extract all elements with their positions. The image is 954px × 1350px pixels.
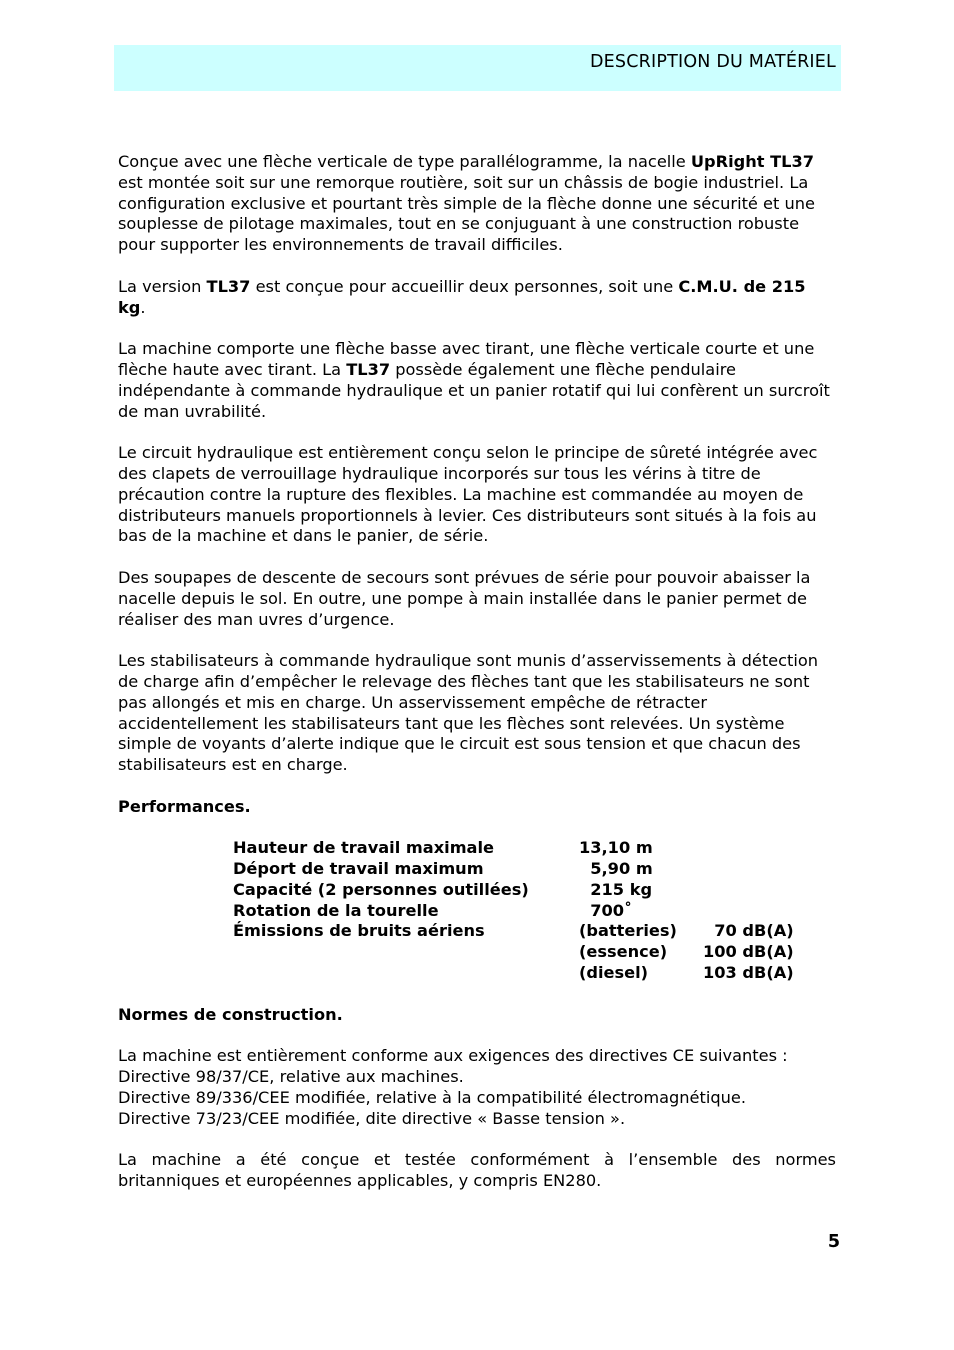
normes-heading: Normes de construction. [118,1004,343,1024]
perf-value: 215 kg [579,879,653,899]
table-row [233,963,794,984]
directive-line: Directive 89/336/CEE modifiée, relative à la compatibilité électromagnétique. [118,1087,746,1107]
performances-table [233,838,794,984]
model-name: TL37 [206,276,251,296]
capacity-value: C.M.U. de 215 kg [118,276,806,317]
noise-type: (batteries) [579,921,677,941]
text-run: La version [118,276,207,296]
noise-type: (diesel) [579,963,649,983]
directive-line: La machine est entièrement conforme aux exigences des directives CE suivantes : [118,1046,788,1066]
directive-line: Directive 98/37/CE, relative aux machines. [118,1067,464,1087]
noise-value: 100 dB(A) [703,942,794,962]
noise-type: (essence) [579,942,668,962]
perf-value: 13,10 m [579,838,653,858]
directive-line: Directive 73/23/CEE modifiée, dite directive « Basse tension ». [118,1108,626,1128]
paragraph-directives [118,1046,836,1129]
table-row [233,921,794,942]
text-run: La machine comporte une flèche basse avec tirant, une flèche verticale courte et une flèche haute avec tirant. La [118,339,815,379]
performances-heading: Performances. [118,796,251,816]
model-name: TL37 [346,359,391,379]
perf-value: 5,90 m [579,859,653,879]
paragraph-hydraulic: Le circuit hydraulique est entièrement conçu selon le principe de sûreté intégrée avec des clapets de verrouillage hydraulique incorporés sur tous les vérins à titre de précaution contre la rupture des flexibles. La machine est commandée au moyen de distributeurs manuels proportionnels à levier. Ces distributeurs sont situés à la fois au bas de la machine et dans le panier, de série. [118,443,818,546]
paragraph-version [118,277,836,319]
section-header [114,45,841,91]
perf-label: Déport de travail maximum [233,859,484,879]
text-run: est conçue pour accueillir deux personnes, soit une [250,276,679,296]
paragraph-emergency: Des soupapes de descente de secours sont prévues de série pour pouvoir abaisser la nacelle depuis le sol. En outre, une pompe à main installée dans le panier permet de réaliser des man uvres d’urgence. [118,567,811,629]
text-run: est montée soit sur une remorque routière, soit sur un châssis de bogie industriel. La configuration exclusive et pourtant très simple de la flèche donne une sécurité et une souplesse de pilotage maximales, tout en se conjuguant à une construction robuste pour supporter les environnements de travail difficiles. [118,172,815,255]
perf-label: Hauteur de travail maximale [233,838,495,858]
text-run: possède également une flèche pendulaire indépendante à commande hydraulique et un panier rotatif qui lui confèrent un surcroît de man uvrabilité. [118,359,830,421]
perf-label-empty [233,942,579,963]
section-title: DESCRIPTION DU MATÉRIEL [589,52,836,72]
document-body [118,152,836,1213]
table-row [233,838,794,859]
table-row [233,901,794,922]
table-row [233,880,794,901]
paragraph-conformity: La machine a été conçue et testée conformément à l’ensemble des normes britanniques et européennes applicables, y compris EN280. [118,1150,836,1191]
perf-label: Émissions de bruits aériens [233,921,485,941]
page-number: 5 [827,1232,840,1252]
table-row [233,942,794,963]
product-name: UpRight TL37 [690,152,815,171]
perf-label: Capacité (2 personnes outillées) [233,879,529,899]
paragraph-stabilizers: Les stabilisateurs à commande hydraulique sont munis d’asservissements à détection de charge afin d’empêcher le relevage des flèches tant que les stabilisateurs ne sont pas allongés et mis en charge. Un asservissement empêche de rétracter accidentellement les stabilisateurs tant que les flèches sont relevées. Un système simple de voyants d’alerte indique que le circuit est sous tension et que chacun des stabilisateurs est en charge. [118,651,819,775]
paragraph-boom [118,339,836,422]
perf-label-empty [233,963,579,984]
noise-value: 103 dB(A) [703,963,794,983]
perf-label: Rotation de la tourelle [233,900,439,920]
noise-value: 70 dB(A) [714,921,794,941]
text-run: . [140,297,146,317]
paragraph-intro [118,152,836,256]
text-run: Conçue avec une flèche verticale de type parallélogramme, la nacelle [118,152,691,171]
table-row [233,859,794,880]
perf-value: 700˚ [579,900,633,920]
